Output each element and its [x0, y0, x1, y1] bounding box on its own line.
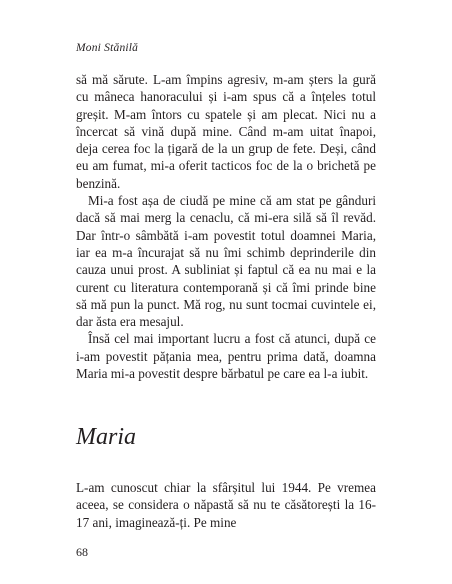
body-text [76, 71, 376, 382]
chapter-text [76, 479, 376, 531]
chapter-paragraph-1: L-am cunoscut chiar la sfârșitul lui 1944. Pe vremea aceea, se considera o năpastă să nu te căsătorești la 16-17 ani, imaginează-ți. Pe mine [76, 480, 376, 530]
running-head-author: Moni Stănilă [76, 42, 139, 54]
paragraph-1: să mă sărute. L-am împins agresiv, m-am șters la gură cu mâneca hanoracului și i-am spus că a înțeles totul greșit. M-am întors cu spatele și am plecat. Nici nu a încercat să vină după mine. Când m-am uitat înapoi, deja cerea foc la țigară de la un grup de fete. Deși, când eu am fumat, mi-a oferit tacticos foc de la o brichetă pe benzină. [76, 72, 376, 191]
paragraph-3: Însă cel mai important lucru a fost că atunci, după ce i-am povestit pățania mea, pentru prima dată, doamna Maria mi-a povestit despre bărbatul pe care ea l-a iubit. [76, 331, 376, 382]
chapter-title: Maria [76, 424, 136, 450]
paragraph-2: Mi-a fost așa de ciudă pe mine că am stat pe gânduri dacă să mai merg la cenaclu, că mi-era silă să îl revăd. Dar într-o sâmbătă i-am povestit totul doamnei Maria, iar ea m-a încurajat să nu îmi schimb deprinderile din cauza unui prost. A subliniat și faptul că ea nu mai e la curent cu literatura contemporană și că îmi prinde bine să mă pun la punct. Mă rog, nu sunt tocmai cuvintele ei, dar ăsta era mesajul. [76, 193, 376, 330]
page-number: 68 [76, 545, 88, 559]
